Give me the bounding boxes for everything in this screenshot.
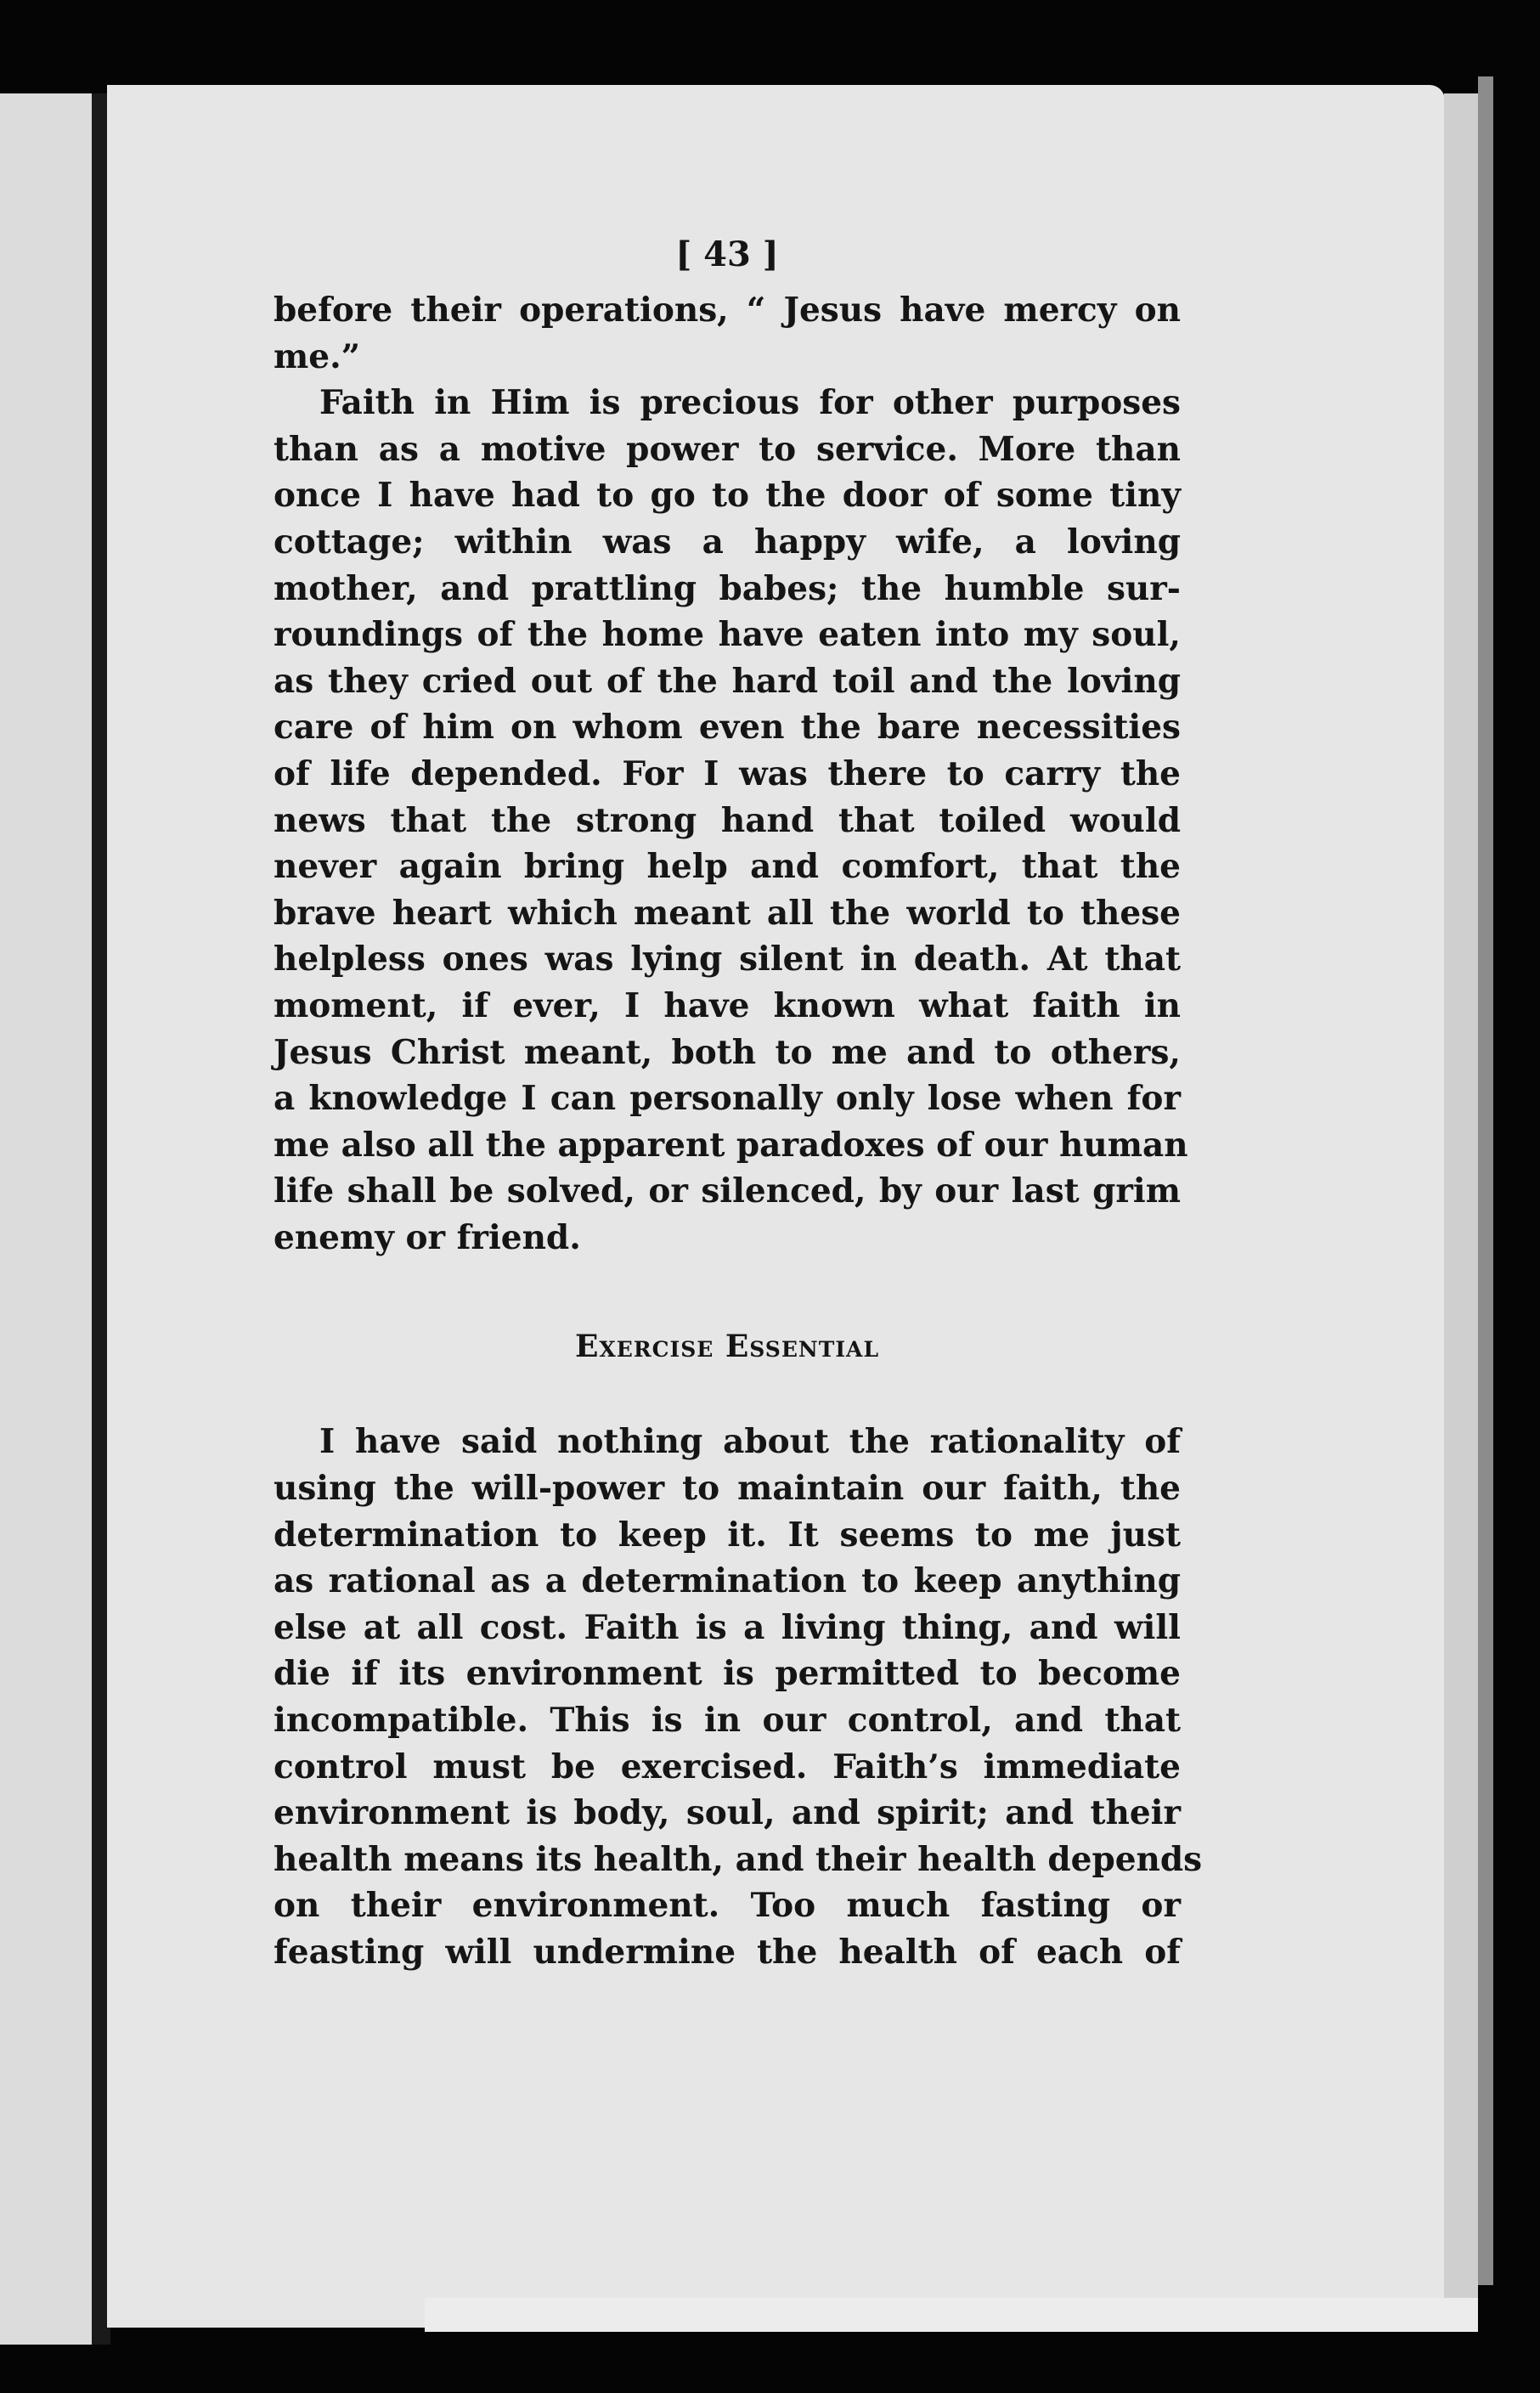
- text-line: mother, and prattling babes; the humble sur-: [274, 568, 1181, 608]
- text-line: helpless ones was lying silent in death. At that: [274, 940, 1181, 979]
- text-line: enemy or friend.: [274, 1217, 581, 1257]
- text-line: control must be exercised. Faith’s immediate: [274, 1747, 1181, 1786]
- page-text: [274, 229, 1203, 1976]
- text-line: else at all cost. Faith is a living thing, and will: [274, 1607, 1181, 1647]
- text-line: moment, if ever, I have known what faith in: [274, 985, 1181, 1025]
- text-line: life shall be solved, or silenced, by our last grim: [274, 1171, 1181, 1211]
- text-line: I have said nothing about the rationality of: [319, 1422, 1181, 1462]
- bottom-paper-strip: [425, 2298, 1478, 2332]
- text-line: determination to keep it. It seems to me just: [274, 1515, 1181, 1555]
- text-line: feasting will undermine the health of each of: [274, 1933, 1181, 1972]
- text-line: die if its environment is permitted to become: [274, 1654, 1181, 1694]
- text-line: once I have had to go to the door of some tiny: [274, 476, 1181, 516]
- right-page-edge: [1444, 93, 1478, 2319]
- text-line: of life depended. For I was there to carry the: [274, 753, 1181, 793]
- text-line: incompatible. This is in our control, and that: [274, 1701, 1181, 1741]
- section-heading: Exercise Essential: [574, 1329, 880, 1365]
- text-line: as they cried out of the hard toil and the loving: [274, 661, 1181, 701]
- text-line: cottage; within was a happy wife, a loving: [274, 522, 1181, 562]
- text-line: Faith in Him is precious for other purposes: [319, 383, 1181, 423]
- text-line: roundings of the home have eaten into my soul,: [274, 615, 1181, 655]
- text-line: using the will-power to maintain our faith, the: [274, 1469, 1181, 1509]
- text-line: care of him on whom even the bare necessities: [274, 708, 1181, 748]
- text-line: never again bring help and comfort, that the: [274, 847, 1181, 887]
- text-line: a knowledge I can personally only lose when for: [274, 1079, 1181, 1119]
- text-line: brave heart which meant all the world to these: [274, 893, 1181, 933]
- text-line: news that the strong hand that toiled would: [274, 800, 1181, 840]
- left-page-edge: [0, 93, 100, 2345]
- text-line: me.”: [274, 336, 361, 376]
- text-line: as rational as a determination to keep anything: [274, 1561, 1181, 1601]
- paragraph-1: [274, 287, 1181, 380]
- paragraph-3: [274, 1419, 1203, 1975]
- text-line: on their environment. Too much fasting or: [274, 1886, 1181, 1926]
- text-line: than as a motive power to service. More than: [274, 429, 1181, 469]
- right-page-shadow: [1478, 76, 1493, 2285]
- text-line: Jesus Christ meant, both to me and to others,: [274, 1032, 1181, 1072]
- text-line: before their operations, “ Jesus have mercy on: [274, 291, 1181, 330]
- page-number: [ 43 ]: [675, 234, 779, 274]
- text-line: environment is body, soul, and spirit; and their: [274, 1793, 1181, 1833]
- text-line: health means its health, and their health depends: [274, 1839, 1203, 1879]
- paragraph-2: [274, 380, 1188, 1261]
- text-line: me also all the apparent paradoxes of our human: [274, 1125, 1188, 1165]
